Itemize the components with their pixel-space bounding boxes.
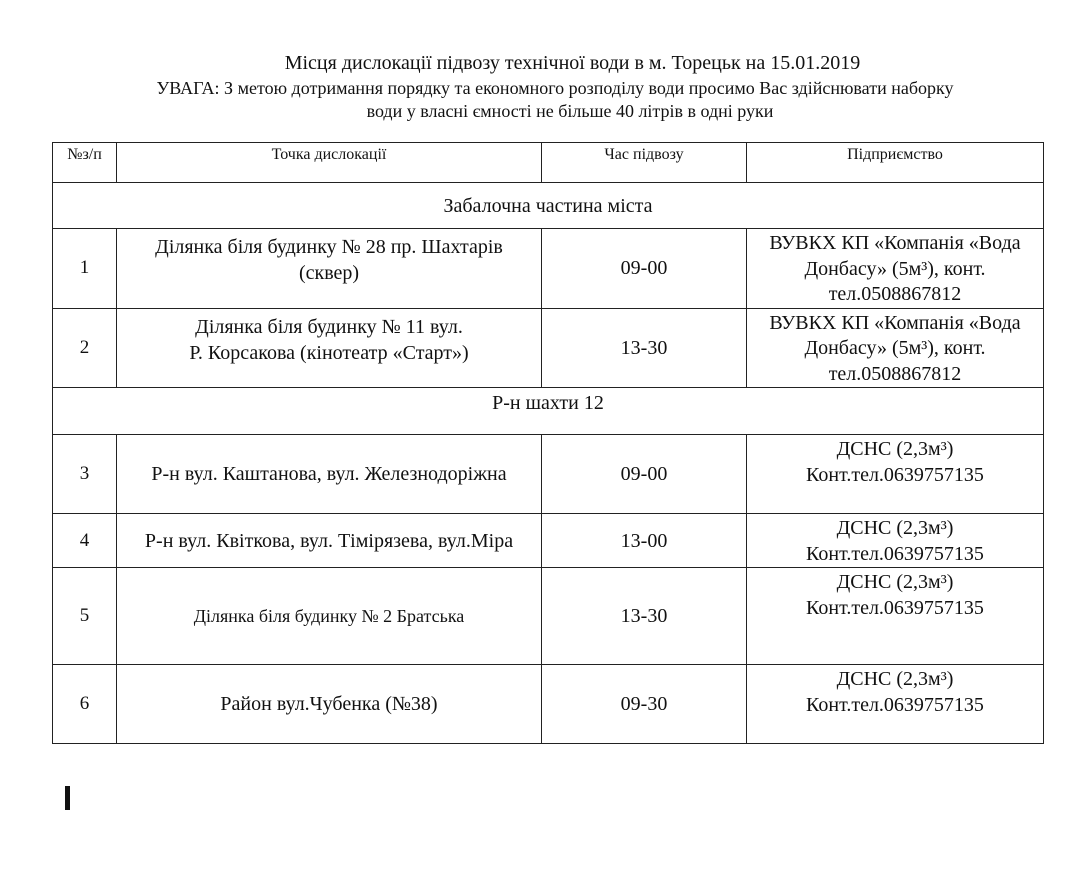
row-org-line: тел.0508867812 [828, 283, 962, 305]
text-cursor [65, 786, 70, 810]
table-row [53, 568, 1044, 665]
row-point: Район вул.Чубенка (№38) [117, 665, 542, 744]
row-time: 13-30 [542, 308, 747, 388]
row-org-line: ДСНС (2,3м³) [836, 571, 954, 593]
row-org-line: Конт.тел.0639757135 [806, 542, 984, 565]
row-org-line: Конт.тел.0639757135 [806, 463, 984, 486]
row-org [747, 308, 1044, 388]
row-point-line: (сквер) [298, 262, 360, 284]
section-title: Р-н шахти 12 [53, 388, 1044, 435]
row-org-line: ДСНС (2,3м³) [836, 517, 954, 539]
row-num: 5 [53, 568, 117, 665]
row-time: 09-00 [542, 435, 747, 514]
water-delivery-table [52, 142, 1044, 744]
table-header-row [53, 143, 1044, 183]
table-row [53, 229, 1044, 309]
row-org-line: ВУВКХ КП «Компанія «Вода [769, 232, 1021, 254]
row-org-line: Донбасу» (5м³), конт. [804, 257, 986, 280]
notice-line-2: води у власні ємності не більше 40 літрів в одні руки [366, 101, 774, 121]
row-org [747, 435, 1044, 514]
row-org-line: ВУВКХ КП «Компанія «Вода [769, 311, 1021, 334]
row-org [747, 514, 1044, 568]
table-row [53, 308, 1044, 388]
row-point-line: Р. Корсакова (кінотеатр «Старт») [189, 341, 469, 364]
row-num: 6 [53, 665, 117, 744]
header-time: Час підвозу [542, 143, 747, 183]
header-org: Підприємство [747, 143, 1044, 183]
row-org-line: Донбасу» (5м³), конт. [804, 337, 986, 359]
document-title: Місця дислокації підвозу технічної води в м. Торецьк на 15.01.2019 [284, 52, 861, 74]
row-org [747, 665, 1044, 744]
row-time: 13-30 [542, 568, 747, 665]
row-point [117, 229, 542, 309]
row-num: 3 [53, 435, 117, 514]
header-num: №з/п [53, 143, 117, 183]
row-time: 09-00 [542, 229, 747, 309]
row-point: Р-н вул. Квіткова, вул. Тімірязева, вул.Міра [117, 514, 542, 568]
table-row [53, 665, 1044, 744]
section-row [53, 388, 1044, 435]
row-point: Р-н вул. Каштанова, вул. Железнодоріжна [117, 435, 542, 514]
row-time: 13-00 [542, 514, 747, 568]
table-row [53, 435, 1044, 514]
row-num: 4 [53, 514, 117, 568]
row-org-line: ДСНС (2,3м³) [836, 668, 954, 690]
section-row [53, 183, 1044, 229]
row-num: 2 [53, 308, 117, 388]
notice-line-1: УВАГА: З метою дотримання порядку та економного розподілу води просимо Вас здійснювати наборку [156, 78, 954, 98]
row-point [117, 308, 542, 388]
row-num: 1 [53, 229, 117, 309]
row-point: Ділянка біля будинку № 2 Братська [117, 568, 542, 665]
header-point: Точка дислокації [117, 143, 542, 183]
row-org [747, 568, 1044, 665]
row-org [747, 229, 1044, 309]
row-point-line: Ділянка біля будинку № 11 вул. [195, 315, 463, 338]
table-row [53, 514, 1044, 568]
row-time: 09-30 [542, 665, 747, 744]
row-point-line: Ділянка біля будинку № 28 пр. Шахтарів [155, 236, 503, 258]
section-title: Забалочна частина міста [53, 183, 1044, 229]
row-org-line: тел.0508867812 [828, 362, 962, 385]
row-org-line: Конт.тел.0639757135 [806, 596, 984, 619]
row-org-line: ДСНС (2,3м³) [836, 438, 954, 460]
row-org-line: Конт.тел.0639757135 [806, 693, 984, 716]
